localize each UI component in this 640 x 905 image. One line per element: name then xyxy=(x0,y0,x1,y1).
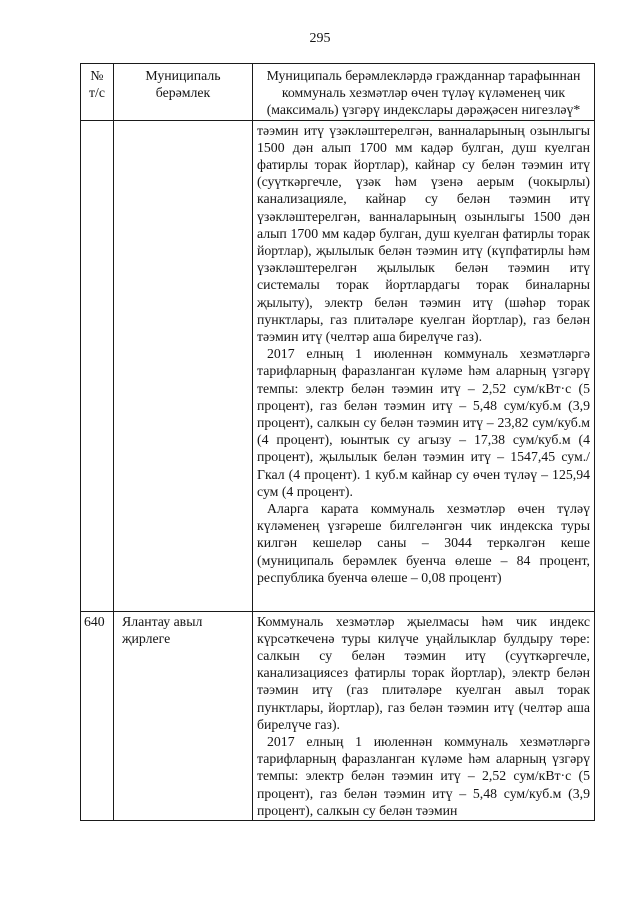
header-municipality: Муниципаль берәмлек xyxy=(114,64,253,121)
row-municipality: Ялантау авыл җирлеге xyxy=(114,611,253,820)
description-paragraph: Коммуналь хезмәтләр җыелмасы һәм чик индекс күрсәткеченә туры килүче уңайлыклар булдыру төре: салкын су белән тәэмин итү (суүткәргечле, канализациясез фатирлы торак йортлар), электр белән тәэмин итү (газ плитәләре куелган авыл торак пунктлары, йортлар), газ белән тәэмин итү (челтәр аша бирелүче газ). xyxy=(257,613,590,732)
row-number xyxy=(81,120,114,611)
municipal-index-table xyxy=(80,63,595,821)
header-number: № т/с xyxy=(81,64,114,121)
row-municipality xyxy=(114,120,253,611)
page-number: 295 xyxy=(309,31,331,46)
row-description xyxy=(253,611,595,820)
table-row xyxy=(81,611,595,820)
description-paragraph: 2017 елның 1 июленнән коммуналь хезмәтләргә тарифларның фаразланган күләме һәм аларның үзгәрү темпы: электр белән тәэмин итү – 2,52 сум/кВт·с (5 процент), газ белән тәэмин итү – 5,48 сум/куб.м (3,9 процент), салкын су белән тәэмин итү – 23,82 сум/куб.м (4 процент), юынтык су агызу – 17,38 сум/куб.м (4 процент), җылылык белән тәэмин итү – 1547,45 сум./Гкал (4 процент). 1 куб.м кайнар су өчен түләү – 125,94 сум (4 процент). xyxy=(257,346,590,499)
description-paragraph: 2017 елның 1 июленнән коммуналь хезмәтләргә тарифларның фаразланган күләме һәм аларның үзгәрү темпы: электр белән тәэмин итү – 2,52 сум/кВт·с (5 процент), газ белән тәэмин итү – 5,48 сум/куб.м (3,9 процент), салкын су белән тәэмин xyxy=(257,734,590,818)
row-description xyxy=(253,120,595,611)
description-paragraph: тәэмин итү үзәкләштерелгән, ванналарының озынлыгы 1500 дән алып 1700 мм кадәр булган, душ куелган фатирлы торак йортлар), кайнар су белән тәэмин итү (суүткәргечле, үзәк һәм үзенә аерым (чокырлы) канализацияле, кайнар су белән тәэмин итү үзәкләштерелгән, ванналарының озынлыгы 1500 дән алып 1700 мм кадәр булган, душ куелган фатирлы торак йортлар), җылылык белән тәэмин итү (күпфатирлы һәм үзәкләштерелгән җылылык белән тәэмин итү системалы торак йортлардагы торак биналарны җылыту), электр белән тәэмин итү (шәһәр торак пунктлары, газ плитәләре куелган йортлар), газ белән тәэмин итү (челтәр аша бирелүче газ). xyxy=(257,122,590,345)
table-row xyxy=(81,120,595,611)
row-number: 640 xyxy=(81,611,114,820)
description-paragraph: Аларга карата коммуналь хезмәтләр өчен түләү күләменең үзгәреше билгеләнгән чик индекска туры килгән кешеләр саны – 3044 теркәлгән кеше (муниципаль берәмлек буенча өлеше – 84 процент, республика буенча өлеше – 0,08 процент) xyxy=(257,501,590,585)
header-description: Муниципаль берәмлекләрдә гражданнар тарафыннан коммуналь хезмәтләр өчен түләү күләменең чик (максималь) үзгәрү индекслары дәрәҗәсен нигезләү* xyxy=(253,64,595,121)
table-header-row xyxy=(81,64,595,121)
